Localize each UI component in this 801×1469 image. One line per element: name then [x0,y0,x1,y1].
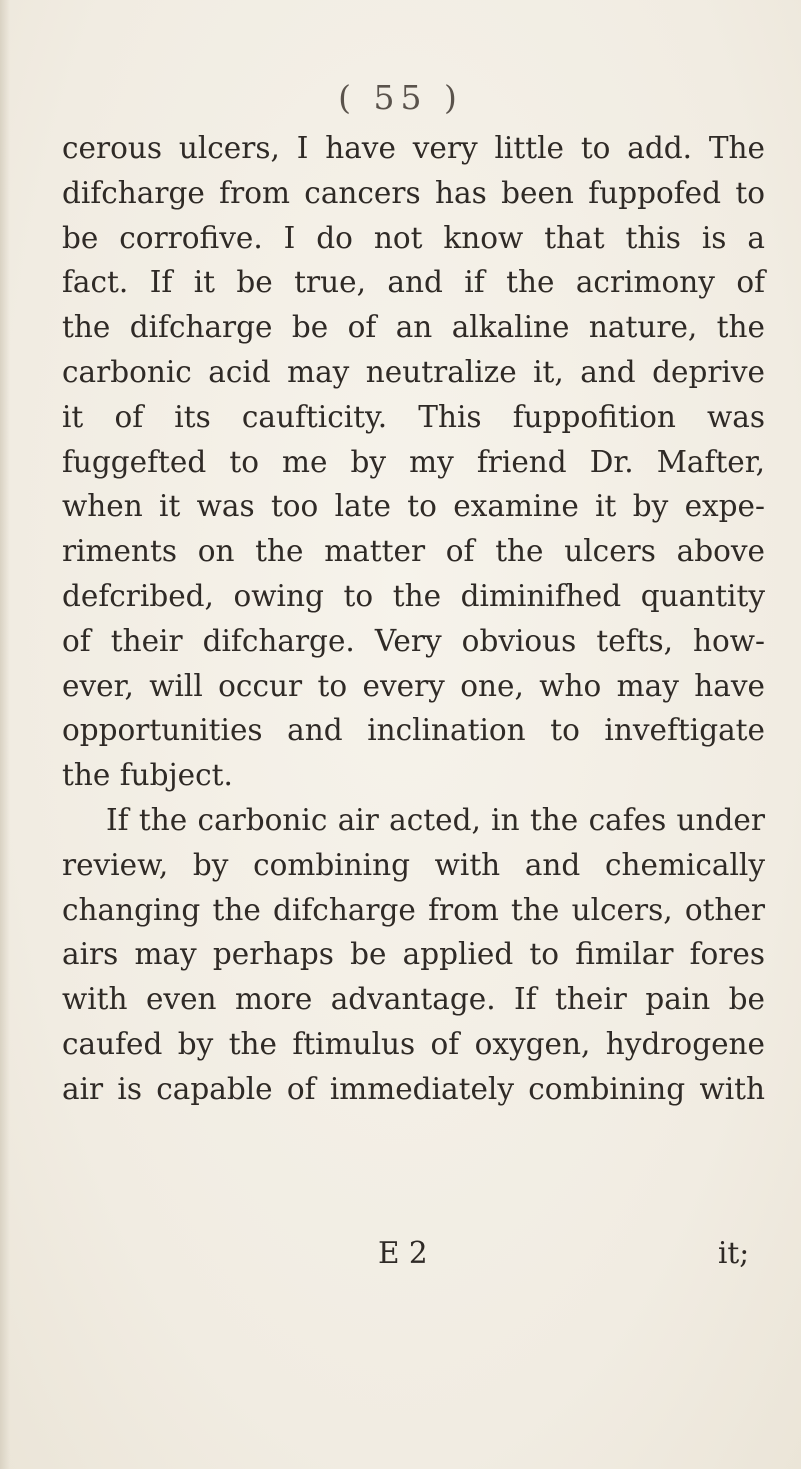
text-line: fuggefted to me by my friend Dr. Mafter, [62,444,765,479]
text-line: opportunities and inclination to inveftigate [62,713,765,748]
body-text [62,126,765,1112]
text-line: airs may perhaps be applied to fimilar fores [62,937,765,972]
text-line: cerous ulcers, I have very little to add. The [62,131,765,165]
text-line: defcribed, owing to the diminifhed quantity [62,578,765,613]
text-line: fact. If it be true, and if the acrimony of [62,265,765,300]
text-line: the difcharge be of an alkaline nature, the [62,310,765,345]
text-line: review, by combining with and chemically [62,847,765,882]
text-line: of their difcharge. Very obvious tefts, how- [62,623,765,658]
text-line: it of its caufticity. This fuppofition was [62,399,765,434]
text-line: be corrofive. I do not know that this is a [62,220,765,255]
text-line: when it was too late to examine it by expe- [62,489,765,524]
text-line: riments on the matter of the ulcers above [62,534,765,569]
text-line: difcharge from cancers has been fuppofed to [62,175,765,210]
text-line: the fubject. [62,758,233,793]
text-line: with even more advantage. If their pain be [62,982,765,1017]
page-footer [0,1236,801,1280]
text-line: ever, will occur to every one, who may have [62,668,765,703]
catchword: it; [718,1236,750,1270]
page-number: ( 55 ) [338,78,463,117]
signature-mark: E 2 [378,1236,428,1270]
text-line: changing the difcharge from the ulcers, other [62,892,765,927]
text-line: carbonic acid may neutralize it, and deprive [62,354,765,389]
paragraph-start-line: If the carbonic air acted, in the cafes under [106,802,765,837]
text-line: caufed by the ftimulus of oxygen, hydrogene [62,1026,765,1061]
text-line: air is capable of immediately combining with [62,1071,765,1106]
